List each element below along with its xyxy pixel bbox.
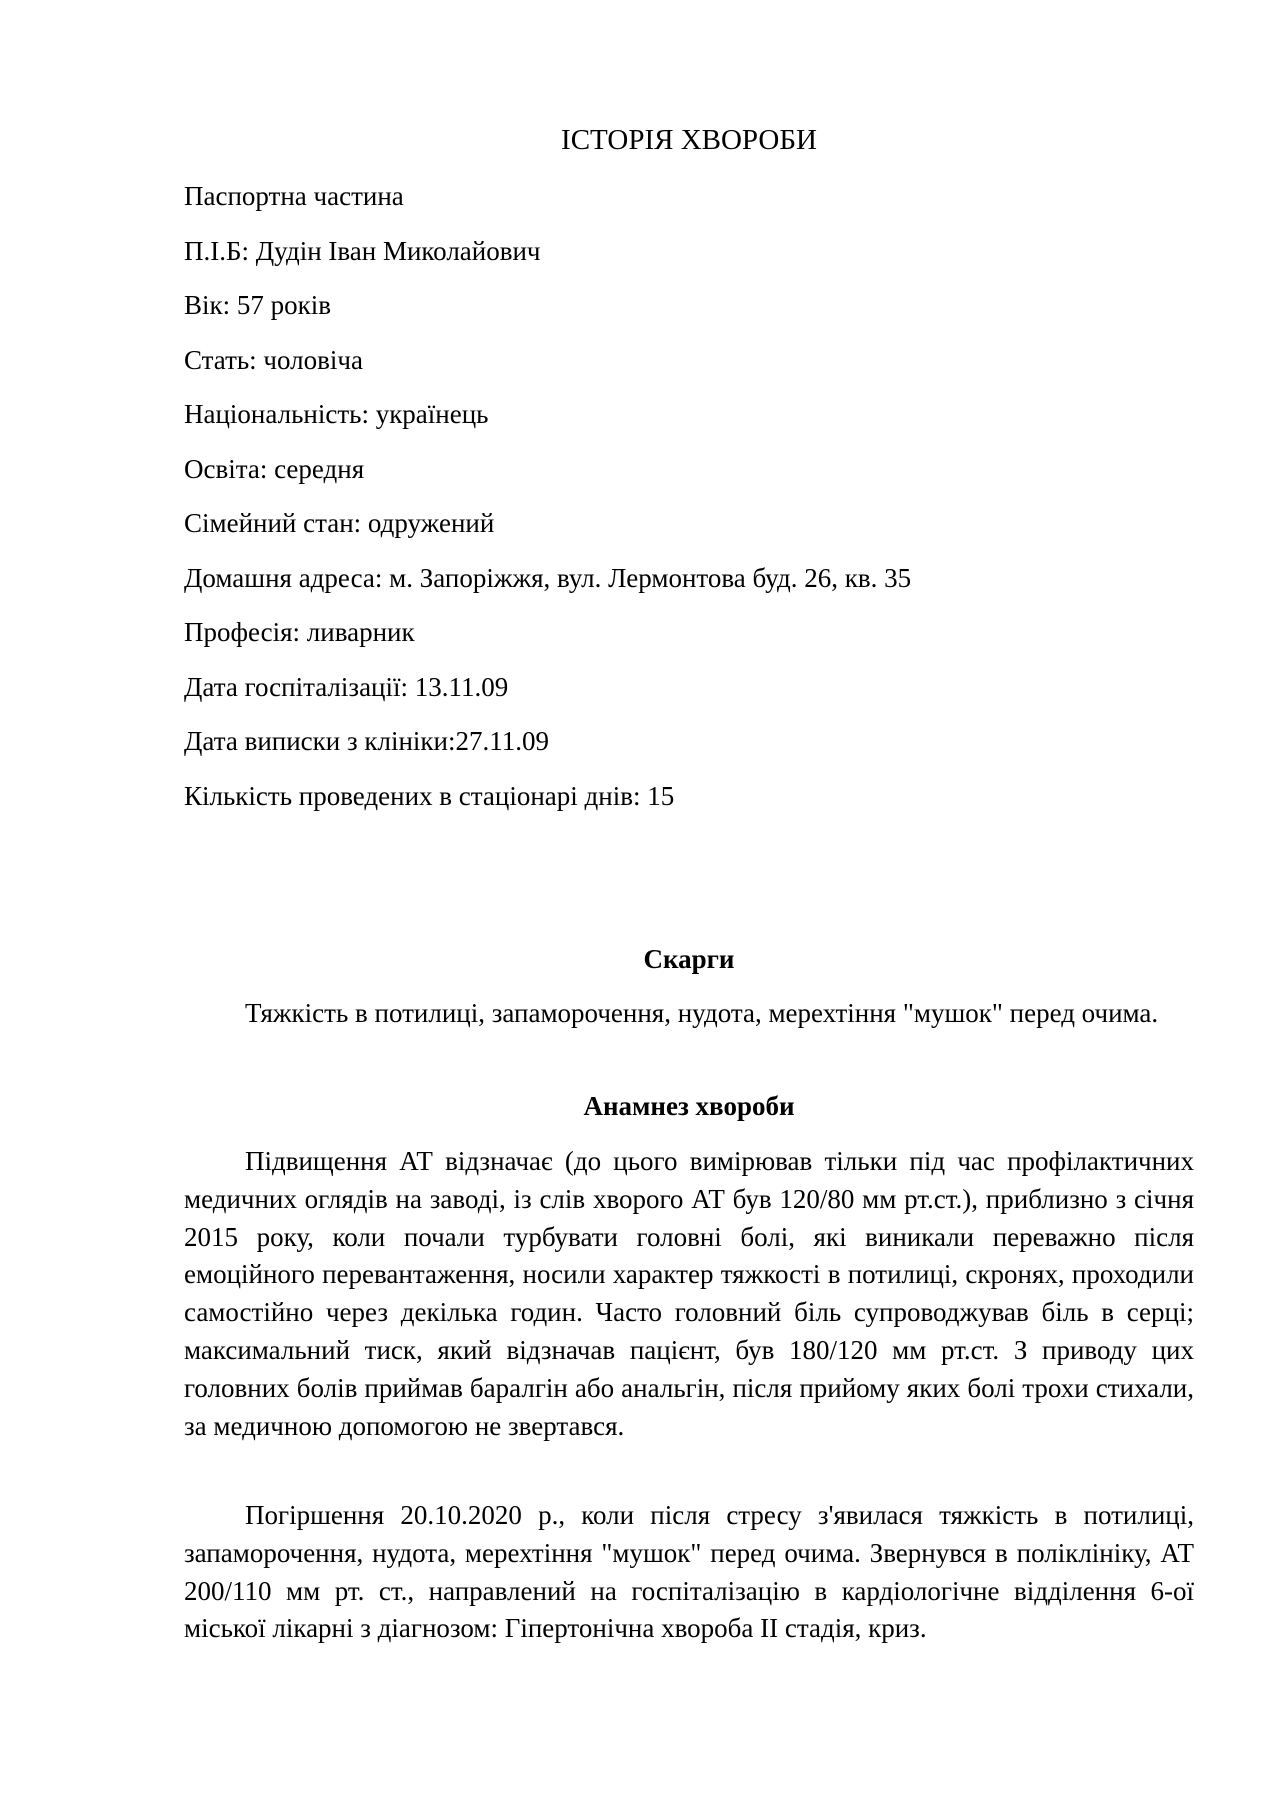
anamnesis-heading: Анамнез хвороби [583, 1091, 795, 1121]
field-profession: Професія: ливарник [184, 617, 415, 647]
passport-heading: Паспортна частина [184, 181, 404, 211]
complaints-heading: Скарги [643, 944, 735, 974]
field-sex: Стать: чоловіча [184, 345, 363, 375]
field-age: Вік: 57 років [184, 290, 331, 320]
field-education: Освіта: середня [184, 454, 365, 484]
field-admission-date: Дата госпіталізації: 13.11.09 [184, 672, 509, 702]
document-title: ІСТОРІЯ ХВОРОБИ [561, 124, 817, 156]
anamnesis-paragraph: Погіршення 20.10.2020 р., коли після стресу з'явилася тяжкість в потилиці, запаморочення, нудота, мерехтіння "мушок" перед очима. Звернувся в поліклініку, АТ 200/110 мм рт. ст., направлений на госпіталізацію в кардіологічне відділення 6-ої міської лікарні з діагнозом: Гіпертонічна хвороба II стадія, криз. [184, 1500, 1194, 1644]
field-nationality: Національність: українець [184, 399, 489, 429]
field-marital-status: Сімейний стан: одружений [184, 508, 495, 538]
field-full-name: П.І.Б: Дудін Іван Миколайович [184, 236, 541, 266]
anamnesis-paragraph: Підвищення АТ відзначає (до цього вимірював тільки під час профілактичних медичних оглядів на заводі, із слів хворого АТ був 120/80 мм рт.ст.), приблизно з січня 2015 року, коли почали турбувати головні болі, які виникали переважно після емоційного перевантаження, носили характер тяжкості в потилиці, скронях, проходили самостійно через декілька годин. Часто головний біль супроводжував біль в серці; максимальний тиск, який відзначав пацієнт, був 180/120 мм рт.ст. З приводу цих головних болів приймав баралгін або анальгін, після прийому яких болі трохи стихали, за медичною допомогою не звертався. [184, 1146, 1194, 1441]
field-days-in-hospital: Кількість проведених в стаціонарі днів: 15 [184, 781, 675, 811]
complaints-text: Тяжкість в потилиці, запаморочення, нудота, мерехтіння "мушок" перед очима. [245, 998, 1159, 1028]
field-home-address: Домашня адреса: м. Запоріжжя, вул. Лермонтова буд. 26, кв. 35 [184, 563, 912, 593]
field-discharge-date: Дата виписки з клініки:27.11.09 [184, 726, 549, 756]
